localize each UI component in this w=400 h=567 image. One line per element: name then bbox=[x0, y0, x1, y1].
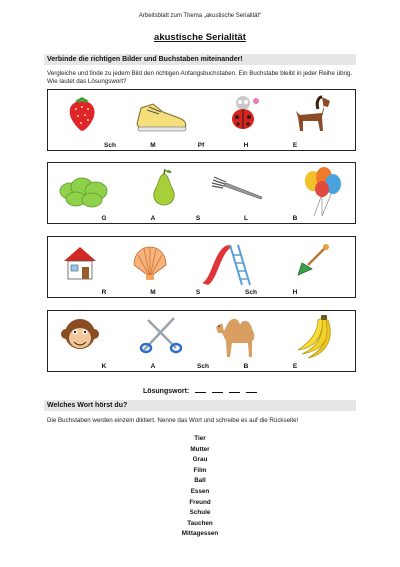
shell-icon bbox=[130, 243, 170, 283]
word-item: Schule bbox=[189, 509, 211, 517]
sneaker-icon bbox=[133, 94, 189, 134]
solution-line bbox=[0, 386, 400, 395]
word-item: Mutter bbox=[190, 445, 210, 453]
page-title: akustische Serialität bbox=[154, 32, 246, 43]
scissors-icon bbox=[138, 314, 182, 354]
section2-heading: Welches Wort hörst du? bbox=[44, 400, 356, 411]
letter-r3-5: H bbox=[292, 289, 298, 296]
picture-row-3 bbox=[47, 236, 356, 298]
word-item: Freund bbox=[189, 498, 211, 506]
word-list bbox=[0, 434, 400, 540]
word-item: Film bbox=[193, 466, 207, 474]
solution-label: Lösungswort: bbox=[142, 388, 190, 395]
horse-icon bbox=[288, 93, 336, 133]
letter-r4-1: K bbox=[101, 363, 107, 370]
solution-blank[interactable] bbox=[212, 386, 223, 393]
letter-r3-3: S bbox=[195, 289, 201, 296]
letter-r2-4: L bbox=[244, 215, 248, 222]
picture-row-1 bbox=[47, 89, 356, 151]
ladybug-icon bbox=[223, 93, 263, 133]
letter-r1-4: H bbox=[243, 142, 249, 149]
monkey-icon bbox=[60, 314, 100, 354]
word-item: Grau bbox=[192, 456, 208, 464]
letter-r4-2: A bbox=[150, 363, 156, 370]
letter-r2-3: S bbox=[195, 215, 201, 222]
slide-icon bbox=[198, 239, 262, 287]
lettuce-icon bbox=[58, 169, 110, 209]
letter-r1-2: M bbox=[150, 142, 156, 149]
letter-r2-2: A bbox=[150, 215, 156, 222]
letter-r3-1: R bbox=[101, 289, 107, 296]
section1-heading: Verbinde die richtigen Bilder und Buchstaben miteinander! bbox=[44, 54, 356, 65]
word-item: Ball bbox=[194, 477, 206, 485]
bananas-icon bbox=[292, 314, 336, 360]
strawberry-icon bbox=[62, 93, 102, 133]
letter-r4-4: B bbox=[243, 363, 249, 370]
word-item: Tauchen bbox=[187, 519, 213, 527]
letter-r1-3: Pf bbox=[197, 142, 205, 149]
picture-row-2 bbox=[47, 162, 356, 224]
letter-r2-5: B bbox=[292, 215, 298, 222]
camel-icon bbox=[208, 313, 266, 361]
word-item: Mittagessen bbox=[181, 530, 219, 538]
letter-r1-5: E bbox=[292, 142, 298, 149]
letter-r3-4: Sch bbox=[245, 289, 257, 296]
house-icon bbox=[60, 241, 100, 281]
letter-r3-2: M bbox=[150, 289, 156, 296]
word-item: Essen bbox=[190, 487, 210, 495]
solution-blank[interactable] bbox=[246, 386, 257, 393]
page-header: Arbeitsblatt zum Thema „akustische Serialität“ bbox=[138, 13, 262, 19]
letter-r4-5: E bbox=[292, 363, 298, 370]
solution-blank[interactable] bbox=[195, 386, 206, 393]
letter-r2-1: G bbox=[101, 215, 107, 222]
section1-instruction: Vergleiche und finde zu jedem Bild den richtigen Anfangsbuchstaben. Ein Buchstabe bleibt in jeder Reihe übrig. Wie lautet das Lösungswort? bbox=[47, 70, 353, 85]
section2-instruction: Die Buchstaben werden einzeln diktiert. Nenne das Wort und schreibe es auf die Rückseite! bbox=[47, 417, 299, 424]
word-item: Tier bbox=[194, 435, 206, 442]
letter-r1-1: Sch bbox=[104, 142, 116, 149]
solution-blank[interactable] bbox=[229, 386, 240, 393]
shovel-icon bbox=[292, 241, 332, 281]
pear-icon bbox=[144, 168, 184, 208]
letter-r4-3: Sch bbox=[197, 363, 209, 370]
balloons-icon bbox=[300, 164, 344, 218]
fork-icon bbox=[210, 171, 268, 211]
picture-row-4 bbox=[47, 310, 356, 372]
